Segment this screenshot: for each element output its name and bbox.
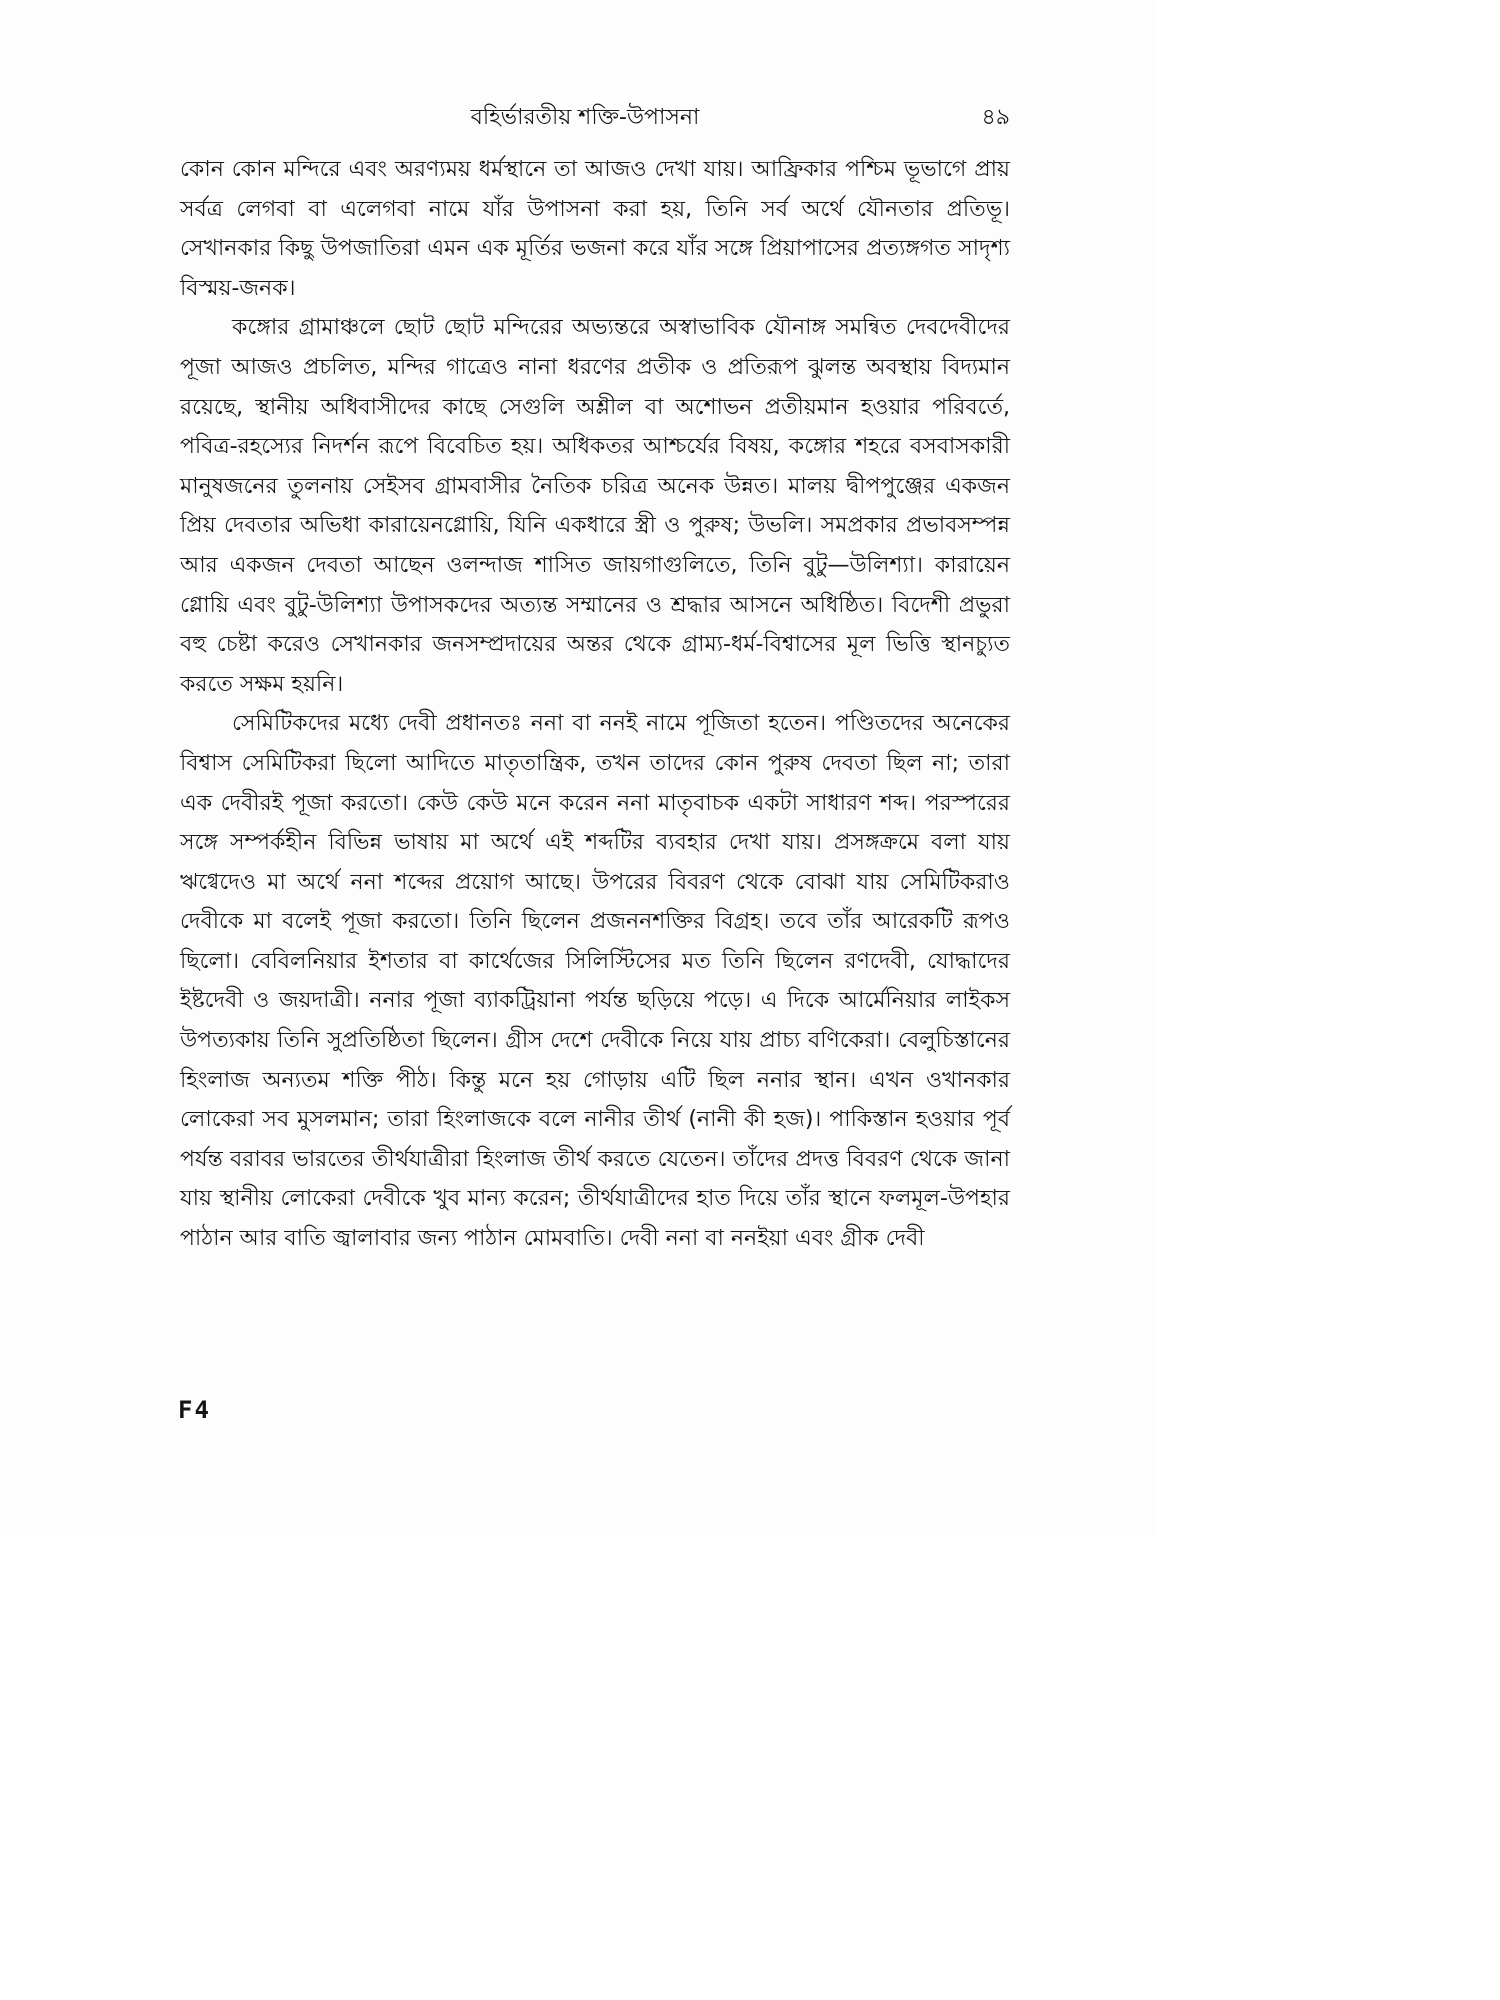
paragraph-semitic: সেমিটিকদের মধ্যে দেবী প্রধানতঃ ননা বা ননই নামে পূজিতা হতেন। পণ্ডিতদের অনেকের বিশ্বাস সেমিটিকরা ছিলো আদিতে মাতৃতান্ত্রিক, তখন তাদের কোন পুরুষ দেবতা ছিল না; তারা এক দেবীরই পূজা করতো। কেউ কেউ মনে করেন ননা মাতৃবাচক একটা সাধারণ শব্দ। পরস্পরের সঙ্গে সম্পর্কহীন বিভিন্ন ভাষায় মা অর্থে এই শব্দটির ব্যবহার দেখা যায়। প্রসঙ্গক্রমে বলা যায় ঋগ্বেদেও মা অর্থে ননা শব্দের প্রয়োগ আছে। উপরের বিবরণ থেকে বোঝা যায় সেমিটিকরাও দেবীকে মা বলেই পূজা করতো। তিনি ছিলেন প্রজননশক্তির বিগ্রহ। তবে তাঁর আরেকটি রূপও ছিলো। বেবিলনিয়ার ইশতার বা কার্থেজের সিলিস্টিসের মত তিনি ছিলেন রণদেবী, যোদ্ধাদের ইষ্টদেবী ও জয়দাত্রী। ননার পূজা ব্যাকট্রিয়ানা পর্যন্ত ছড়িয়ে পড়ে। এ দিকে আর্মেনিয়ার লাইকস উপত্যকায় তিনি সুপ্রতিষ্ঠিতা ছিলেন। গ্রীস দেশে দেবীকে নিয়ে যায় প্রাচ্য বণিকেরা। বেলুচিস্তানের হিংলাজ অন্যতম শক্তি পীঠ। কিন্তু মনে হয় গোড়ায় এটি ছিল ননার স্থান। এখন ওখানকার লোকেরা সব মুসলমান; তারা হিংলাজকে বলে নানীর তীর্থ (নানী কী হজ)। পাকিস্তান হওয়ার পূর্ব পর্যন্ত বরাবর ভারতের তীর্থযাত্রীরা হিংলাজ তীর্থ করতে যেতেন। তাঁদের প্রদত্ত বিবরণ থেকে জানা যায় স্থানীয় লোকেরা দেবীকে খুব মান্য করেন; তীর্থযাত্রীদের হাত দিয়ে তাঁর স্থানে ফলমূল-উপহার পাঠান আর বাতি জ্বালাবার জন্য পাঠান মোমবাতি। দেবী ননা বা ননইয়া এবং গ্রীক দেবী — [180, 711, 1010, 1252]
paragraph-congo: কঙ্গোর গ্রামাঞ্চলে ছোট ছোট মন্দিরের অভ্যন্তরে অস্বাভাবিক যৌনাঙ্গ সমন্বিত দেবদেবীদের পূজা আজও প্রচলিত, মন্দির গাত্রেও নানা ধরণের প্রতীক ও প্রতিরূপ ঝুলন্ত অবস্থায় বিদ্যমান রয়েছে, স্থানীয় অধিবাসীদের কাছে সেগুলি অশ্লীল বা অশোভন প্রতীয়মান হওয়ার পরিবর্তে, পবিত্র-রহস্যের নিদর্শন রূপে বিবেচিত হয়। অধিকতর আশ্চর্যের বিষয়, কঙ্গোর শহরে বসবাসকারী মানুষজনের তুলনায় সেইসব গ্রামবাসীর নৈতিক চরিত্র অনেক উন্নত। মালয় দ্বীপপুঞ্জের একজন প্রিয় দেবতার অভিধা কারায়েনগ্লোয়ি, যিনি একধারে স্ত্রী ও পুরুষ; উভলি। সমপ্রকার প্রভাবসম্পন্ন আর একজন দেবতা আছেন ওলন্দাজ শাসিত জায়গাগুলিতে, তিনি বুটু—উলিশ্যা। কারায়েন গ্লোয়ি এবং বুটু-উলিশ্যা উপাসকদের অত্যন্ত সম্মানের ও শ্রদ্ধার আসনে অধিষ্ঠিত। বিদেশী প্রভুরা বহু চেষ্টা করেও সেখানকার জনসম্প্রদায়ের অন্তর থেকে গ্রাম্য-ধর্ম-বিশ্বাসের মূল ভিত্তি স্থানচ্যুত করতে সক্ষম হয়নি। — [180, 315, 1010, 697]
body-text — [180, 150, 1010, 1259]
paragraph-continued: কোন কোন মন্দিরে এবং অরণ্যময় ধর্মস্থানে তা আজও দেখা যায়। আফ্রিকার পশ্চিম ভূভাগে প্রায় সর্বত্র লেগবা বা এলেগবা নামে যাঁর উপাসনা করা হয়, তিনি সর্ব অর্থে যৌনতার প্রতিভূ। সেখানকার কিছু উপজাতিরা এমন এক মূর্তির ভজনা করে যাঁর সঙ্গে প্রিয়াপাসের প্রত্যঙ্গগত সাদৃশ্য বিস্ময়-জনক। — [180, 157, 1010, 301]
page-number: ৪৯ — [981, 105, 1010, 130]
running-header — [160, 98, 1010, 138]
running-title: বহির্ভারতীয় শক্তি-উপাসনা — [470, 105, 700, 130]
signature-mark: F4 — [178, 1396, 211, 1424]
